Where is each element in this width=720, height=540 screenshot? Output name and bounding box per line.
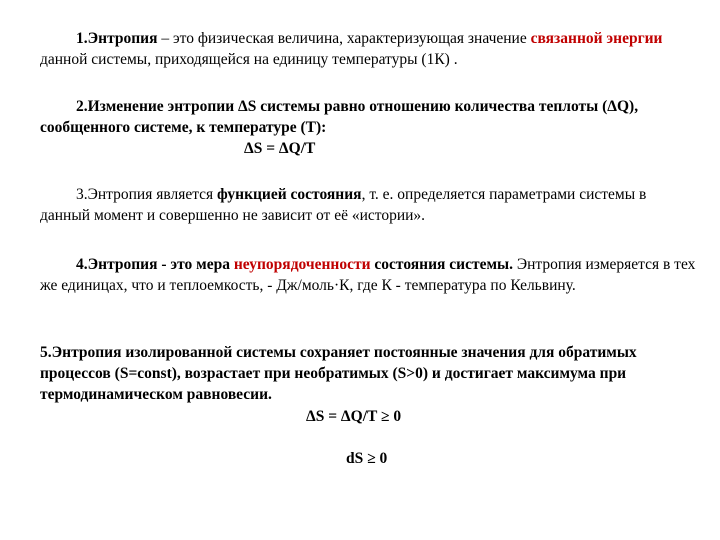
formula-ds: dS ≥ 0 (346, 450, 388, 467)
p1-title: 1.Энтропия (76, 30, 158, 47)
p3-bold: функцией состояния (217, 186, 362, 203)
p3-text-a: 3.Энтропия является (76, 186, 218, 203)
p4-bold-a: 4.Энтропия - это мера (76, 256, 234, 273)
paragraph-1 (40, 28, 700, 70)
p1-text-b: данной системы, приходящейся на единицу температуры (1К) . (40, 51, 458, 68)
formula-delta-s: ΔS = ΔQ/T (244, 140, 316, 157)
p4-bold-b: состояния системы. (370, 256, 514, 273)
paragraph-2: 2.Изменение энтропии ΔS системы равно отношению количества теплоты (ΔQ), сообщенного системе, к температуре (Т): (40, 98, 639, 136)
p4-text: Энтропия измеряется в тех же единицах, что и теплоемкость, - Дж/моль·К, где К - температура по Кельвину. (40, 256, 696, 294)
paragraph-4 (40, 254, 700, 296)
formula-inequality: ΔS = ΔQ/T ≥ 0 (306, 408, 402, 425)
paragraph-3 (40, 184, 700, 226)
paragraph-5: 5.Энтропия изолированной системы сохраняет постоянные значения для обратимых процессов (S=const), возрастает при необратимых (S>0) и достигает максимума при термодинамическом равновесии. (40, 344, 637, 403)
p3-text-b: , т. е. определяется параметрами системы в данный момент и совершенно не зависит от её «истории». (40, 186, 647, 224)
p4-highlight: неупорядоченности (233, 256, 371, 273)
p1-text-a: – это физическая величина, характеризующая значение (157, 30, 531, 47)
p1-highlight: связанной энергии (530, 30, 663, 47)
